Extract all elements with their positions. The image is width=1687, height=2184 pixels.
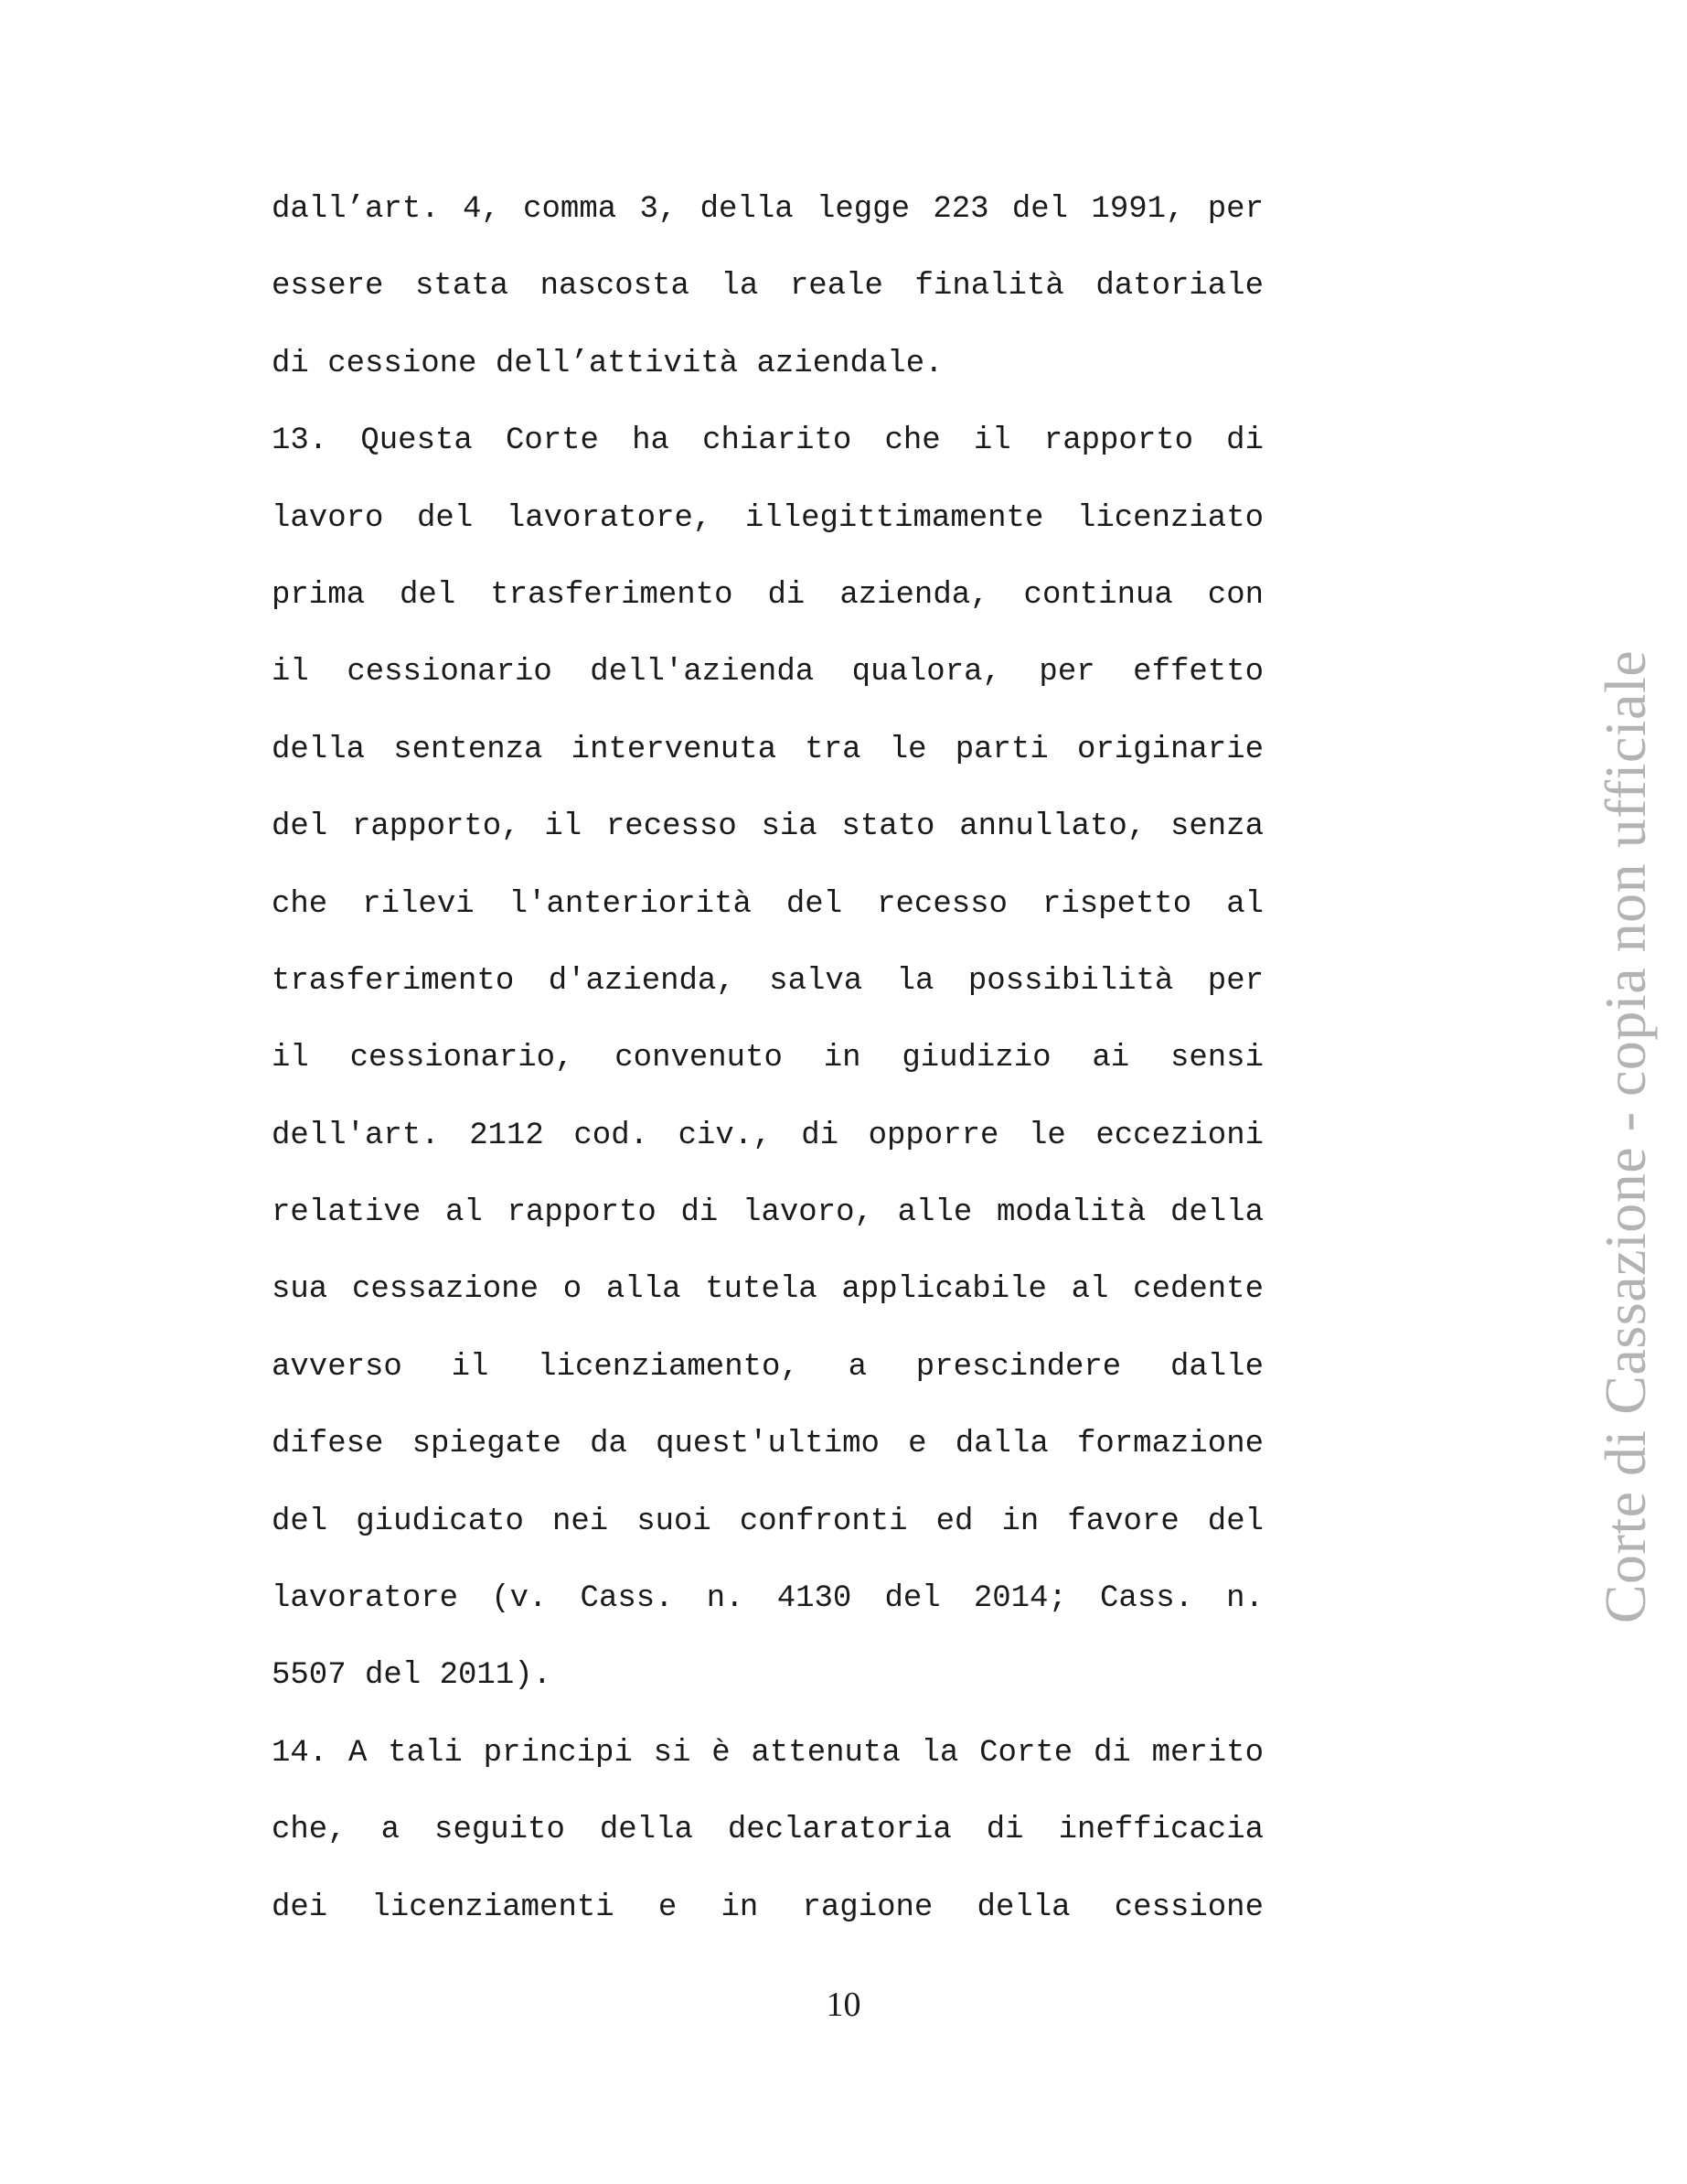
- text-line: il cessionario, convenuto in giudizio ai sensi: [272, 1041, 1264, 1076]
- text-line: lavoro del lavoratore, illegittimamente licenziato: [272, 500, 1264, 536]
- text-line: il cessionario dell'azienda qualora, per effetto: [272, 655, 1264, 691]
- body-text: [272, 180, 1264, 1955]
- text-line: 13. Questa Corte ha chiarito che il rapporto di: [272, 423, 1264, 459]
- text-line: 14. A tali principi si è attenuta la Corte di merito: [272, 1735, 1264, 1771]
- text-line: del giudicato nei suoi confronti ed in favore del: [272, 1504, 1264, 1539]
- text-line: trasferimento d'azienda, salva la possibilità per: [272, 963, 1264, 999]
- text-line: del rapporto, il recesso sia stato annullato, senza: [272, 809, 1264, 845]
- text-line: dall’art. 4, comma 3, della legge 223 del 1991, per: [272, 192, 1264, 227]
- text-line: sua cessazione o alla tutela applicabile al cedente: [272, 1272, 1264, 1308]
- page-number: 10: [826, 1986, 861, 2024]
- text-line: che rilevi l'anteriorità del recesso rispetto al: [272, 886, 1264, 922]
- text-line: relative al rapporto di lavoro, alle modalità della: [272, 1195, 1264, 1231]
- text-line: di cessione dell’attività aziendale.: [272, 346, 944, 381]
- text-line: difese spiegate da quest'ultimo e dalla formazione: [272, 1427, 1264, 1462]
- text-line: dei licenziamenti e in ragione della cessione: [272, 1890, 1264, 1925]
- text-line: lavoratore (v. Cass. n. 4130 del 2014; Cass. n.: [272, 1581, 1264, 1617]
- watermark: Corte di Cassazione - copia non ufficiale: [1593, 649, 1658, 1624]
- text-line: avverso il licenziamento, a prescindere dalle: [272, 1349, 1264, 1385]
- text-line: 5507 del 2011).: [272, 1658, 552, 1694]
- text-line: dell'art. 2112 cod. civ., di opporre le eccezioni: [272, 1118, 1264, 1153]
- text-line: che, a seguito della declaratoria di inefficacia: [272, 1813, 1264, 1848]
- text-line: essere stata nascosta la reale finalità datoriale: [272, 269, 1264, 305]
- text-line: prima del trasferimento di azienda, continua con: [272, 577, 1264, 613]
- text-line: della sentenza intervenuta tra le parti originarie: [272, 732, 1264, 767]
